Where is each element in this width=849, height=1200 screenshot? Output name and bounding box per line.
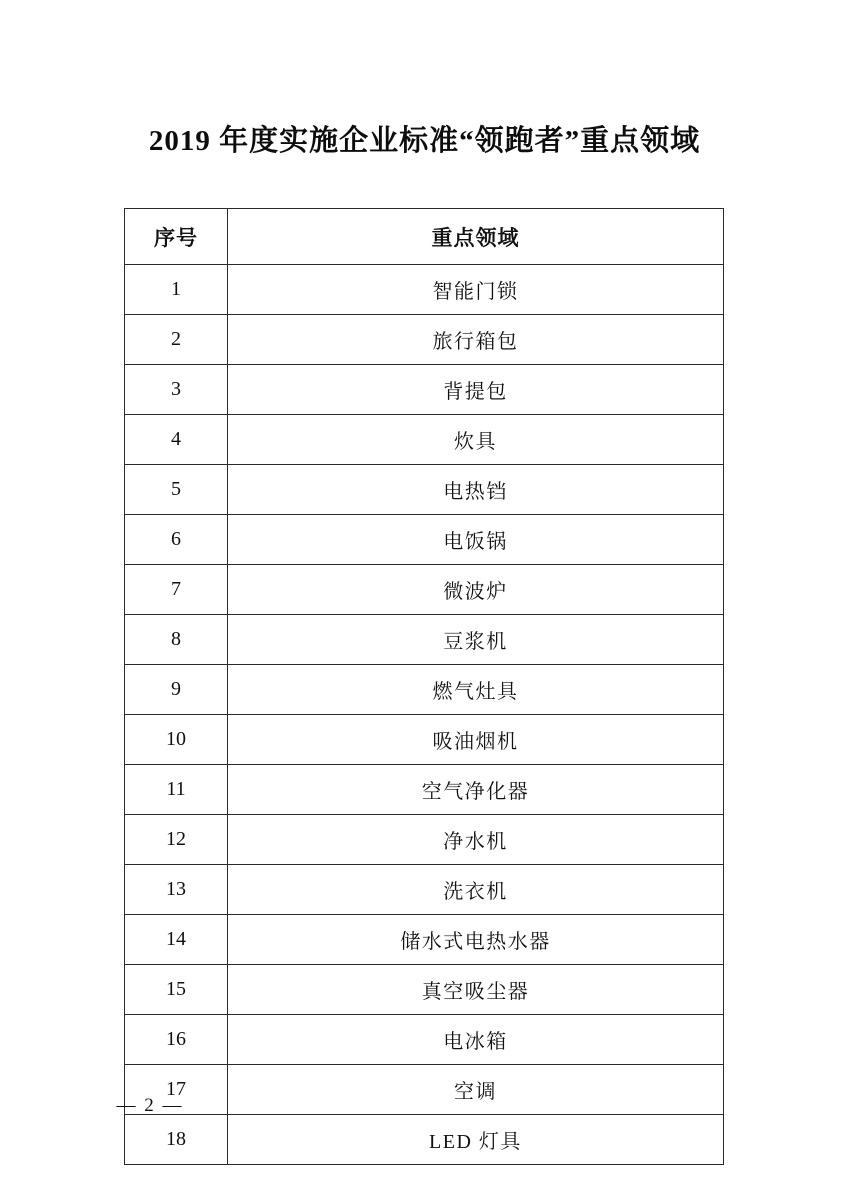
- cell-field: 净水机: [228, 815, 724, 865]
- cell-field: 空调: [228, 1065, 724, 1115]
- cell-no: 5: [125, 465, 228, 515]
- table-row: [125, 315, 724, 365]
- key-areas-table-container: [124, 208, 724, 1165]
- table-header: [125, 209, 724, 265]
- cell-field: 智能门锁: [228, 265, 724, 315]
- table-row: [125, 965, 724, 1015]
- cell-field: 空气净化器: [228, 765, 724, 815]
- cell-field: 吸油烟机: [228, 715, 724, 765]
- cell-no: 16: [125, 1015, 228, 1065]
- cell-no: 7: [125, 565, 228, 615]
- cell-no: 18: [125, 1115, 228, 1165]
- cell-field: 微波炉: [228, 565, 724, 615]
- cell-no: 3: [125, 365, 228, 415]
- cell-field: 电热铛: [228, 465, 724, 515]
- cell-no: 8: [125, 615, 228, 665]
- cell-field: 旅行箱包: [228, 315, 724, 365]
- cell-no: 10: [125, 715, 228, 765]
- cell-no: 13: [125, 865, 228, 915]
- table-header-row: [125, 209, 724, 265]
- column-header-no: 序号: [125, 209, 228, 265]
- cell-no: 9: [125, 665, 228, 715]
- table-row: [125, 865, 724, 915]
- cell-field: 背提包: [228, 365, 724, 415]
- table-row: [125, 465, 724, 515]
- page-number: — 2 —: [116, 1095, 184, 1116]
- cell-field: 洗衣机: [228, 865, 724, 915]
- table-row: [125, 565, 724, 615]
- cell-no: 11: [125, 765, 228, 815]
- table-row: [125, 715, 724, 765]
- table-row: [125, 1015, 724, 1065]
- table-row: [125, 815, 724, 865]
- cell-no: 14: [125, 915, 228, 965]
- cell-field: LED 灯具: [228, 1115, 724, 1165]
- table-row: [125, 915, 724, 965]
- table-row: [125, 365, 724, 415]
- page-title: 2019 年度实施企业标准“领跑者”重点领域: [148, 125, 701, 157]
- table-row: [125, 765, 724, 815]
- cell-field: 真空吸尘器: [228, 965, 724, 1015]
- table-row: [125, 615, 724, 665]
- cell-field: 豆浆机: [228, 615, 724, 665]
- cell-no: 2: [125, 315, 228, 365]
- table-row: [125, 1115, 724, 1165]
- cell-no: 1: [125, 265, 228, 315]
- column-header-field: 重点领域: [228, 209, 724, 265]
- cell-field: 储水式电热水器: [228, 915, 724, 965]
- table-row: [125, 265, 724, 315]
- cell-no: 4: [125, 415, 228, 465]
- cell-no: 12: [125, 815, 228, 865]
- table-row: [125, 515, 724, 565]
- table-body: [125, 265, 724, 1165]
- cell-no: 6: [125, 515, 228, 565]
- cell-field: 电饭锅: [228, 515, 724, 565]
- cell-field: 燃气灶具: [228, 665, 724, 715]
- table-row: [125, 665, 724, 715]
- cell-no: 15: [125, 965, 228, 1015]
- table-row: [125, 415, 724, 465]
- cell-no: 17: [125, 1065, 228, 1115]
- cell-field: 电冰箱: [228, 1015, 724, 1065]
- cell-field: 炊具: [228, 415, 724, 465]
- key-areas-table: [124, 208, 724, 1165]
